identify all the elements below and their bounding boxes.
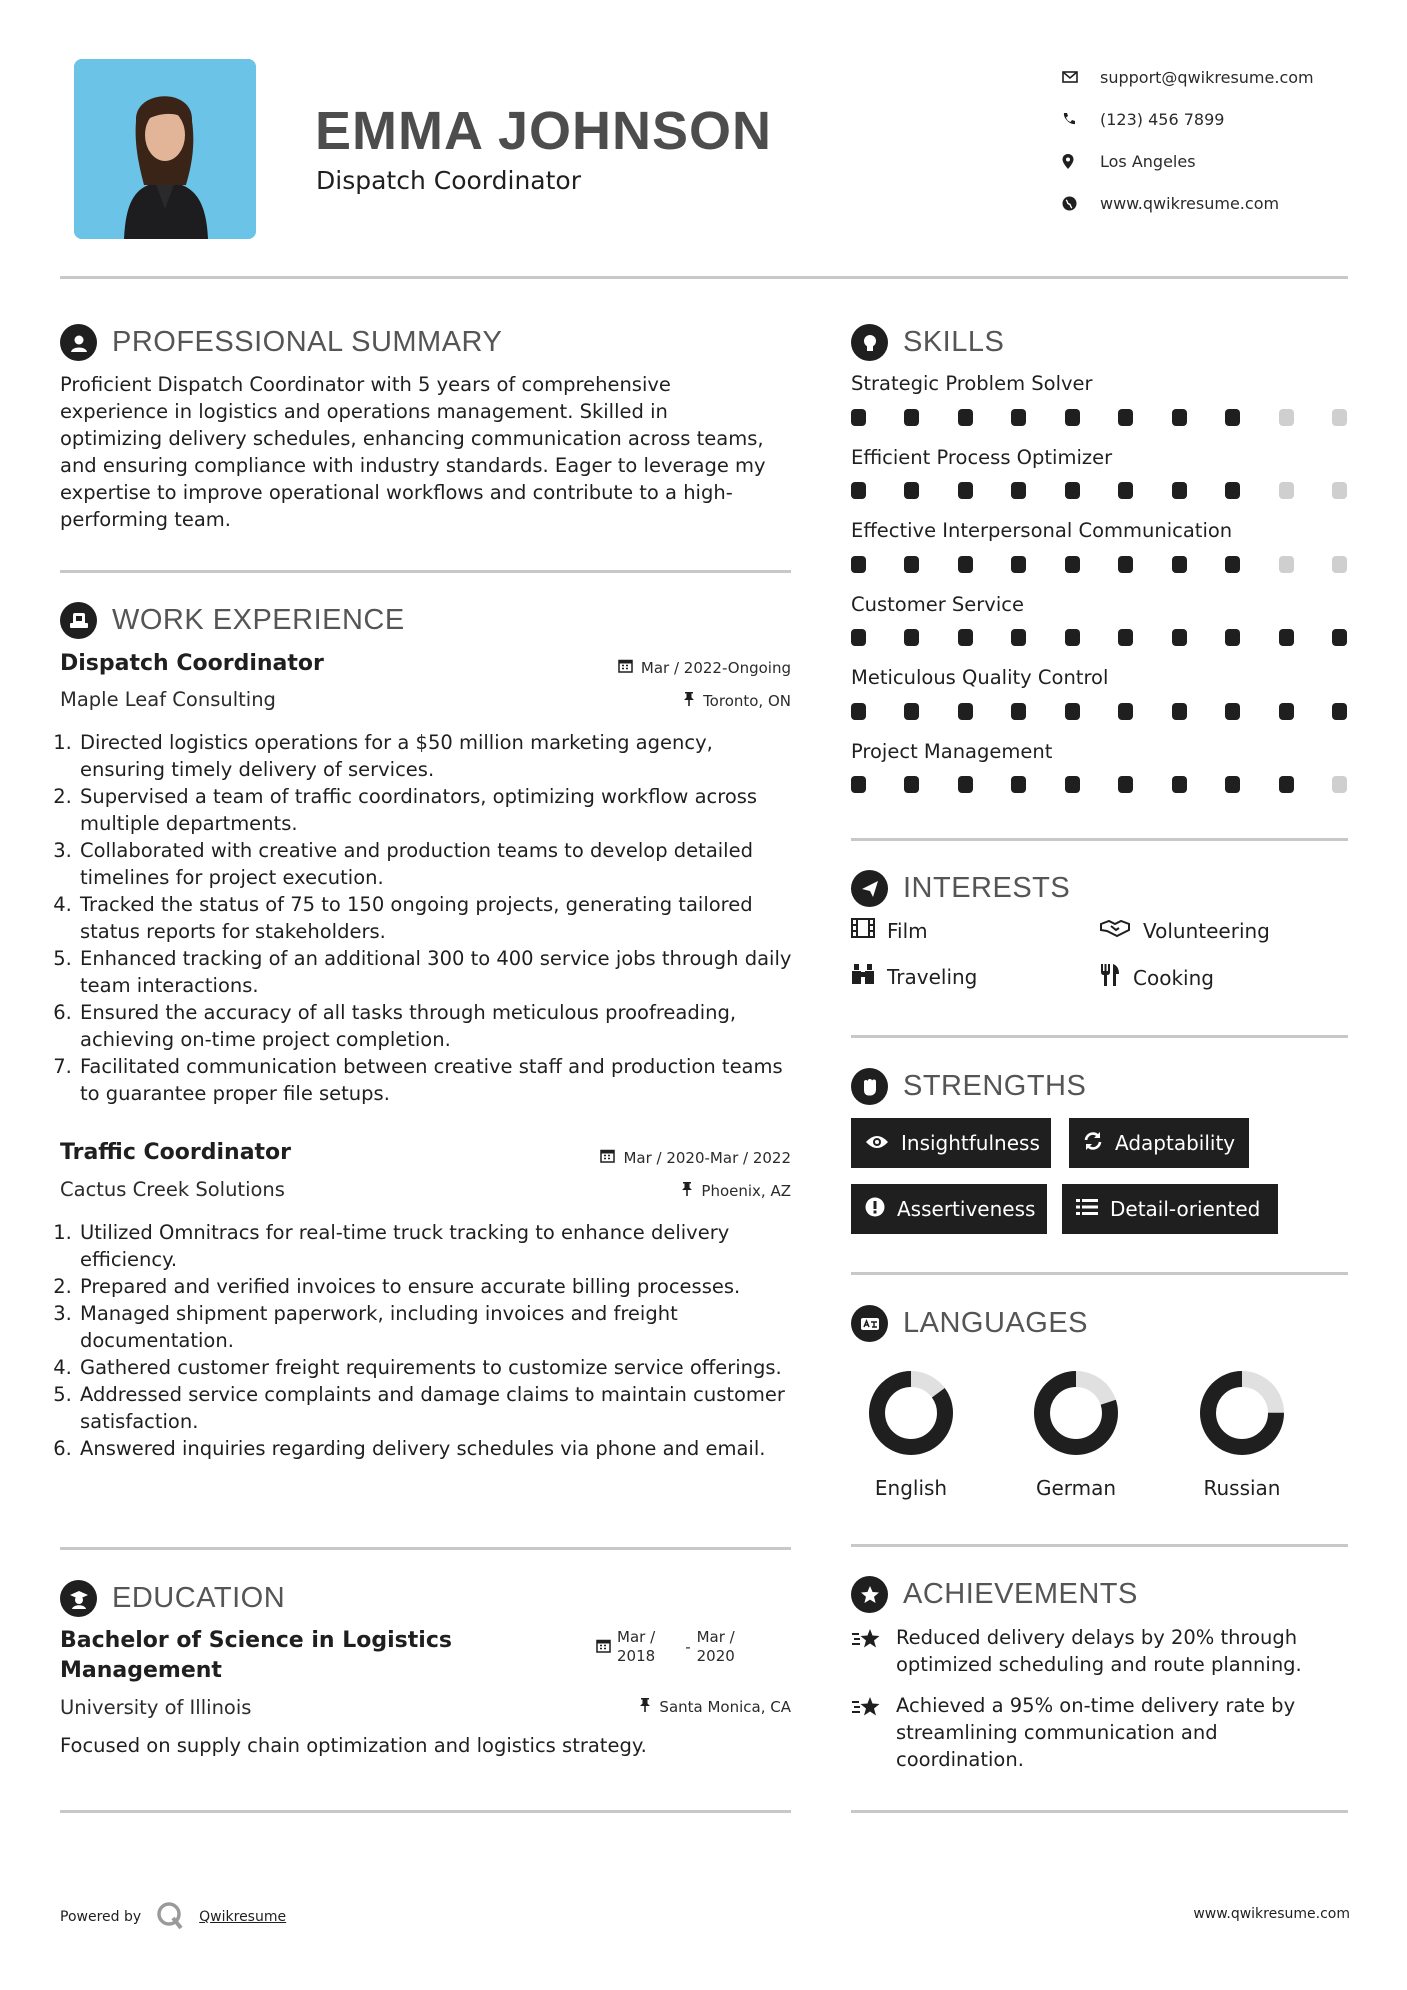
education-start-month: Mar / bbox=[617, 1628, 656, 1646]
briefcase-icon bbox=[60, 602, 97, 639]
skill-dot-empty bbox=[1332, 556, 1347, 573]
candidate-name: EMMA JOHNSON bbox=[315, 101, 773, 161]
skills-heading bbox=[851, 324, 1004, 361]
skill-name: Project Management bbox=[851, 740, 1053, 763]
interests-title: INTERESTS bbox=[903, 872, 1071, 904]
pushpin-icon bbox=[683, 691, 695, 710]
job-dates-text: Mar / 2022-Ongoing bbox=[640, 658, 791, 677]
footer-powered-by bbox=[60, 1900, 286, 1934]
skill-dot-filled bbox=[904, 703, 919, 720]
powered-by-text: Powered by bbox=[60, 1909, 142, 1925]
summary-text: Proficient Dispatch Coordinator with 5 years of comprehensive experience in logistics and operations management. Skilled in optimizing delivery schedules, enhancing communication across teams, and ensuring compliance with industry standards. Eager to leverage my expertise to improve operational workflows and contribute to a high-performing team. bbox=[60, 373, 766, 531]
achievement-star-icon bbox=[851, 1692, 896, 1773]
skill-dot-filled bbox=[1332, 629, 1347, 646]
skill-dot-filled bbox=[958, 482, 973, 499]
skill-dot-filled bbox=[1118, 629, 1133, 646]
education-end-year: 2020 bbox=[696, 1647, 735, 1665]
skill-dot-filled bbox=[904, 776, 919, 793]
education-location-text: Santa Monica, CA bbox=[659, 1697, 791, 1716]
skill-dot-empty bbox=[1279, 556, 1294, 573]
utensils-icon bbox=[1099, 963, 1121, 992]
contact-location bbox=[1062, 140, 1314, 182]
exclamation-icon bbox=[865, 1197, 885, 1222]
strengths-heading bbox=[851, 1068, 1086, 1105]
achievement-star-icon bbox=[851, 1624, 896, 1678]
skill-dot-filled bbox=[1065, 556, 1080, 573]
skill-dot-filled bbox=[851, 482, 866, 499]
summary-title: PROFESSIONAL SUMMARY bbox=[112, 326, 503, 358]
interest-item bbox=[851, 918, 928, 943]
interest-label: Volunteering bbox=[1143, 918, 1270, 943]
user-icon bbox=[60, 324, 97, 361]
skill-name: Effective Interpersonal Communication bbox=[851, 519, 1233, 542]
list-item: 7. Facilitated communication between creative staff and production teams to guarantee proper file setups. bbox=[78, 1053, 795, 1107]
language-label: German bbox=[1035, 1476, 1117, 1500]
profile-photo bbox=[74, 59, 256, 239]
skill-dot-filled bbox=[1225, 776, 1240, 793]
language-item bbox=[1001, 1368, 1151, 1500]
skill-name: Efficient Process Optimizer bbox=[851, 446, 1113, 469]
header-divider bbox=[60, 276, 1348, 279]
phone-icon bbox=[1062, 112, 1100, 126]
interests-divider bbox=[851, 1035, 1348, 1038]
list-icon bbox=[1076, 1197, 1098, 1221]
handshake-icon bbox=[1099, 918, 1131, 943]
skill-dot-filled bbox=[851, 556, 866, 573]
experience-heading bbox=[60, 602, 405, 639]
language-icon bbox=[851, 1305, 888, 1342]
contact-location-text: Los Angeles bbox=[1100, 151, 1196, 171]
skill-name: Customer Service bbox=[851, 593, 1024, 616]
job-location bbox=[560, 691, 791, 710]
degree-line-2: Management bbox=[60, 1658, 222, 1683]
summary-divider bbox=[60, 570, 791, 573]
skills-title: SKILLS bbox=[903, 326, 1005, 358]
skill-dot-filled bbox=[1065, 482, 1080, 499]
fist-icon bbox=[851, 1068, 888, 1105]
education-divider bbox=[60, 1810, 791, 1813]
qwikresume-logo-icon bbox=[155, 1900, 185, 1934]
eye-icon bbox=[865, 1131, 889, 1155]
skill-dot-filled bbox=[851, 776, 866, 793]
skill-rating bbox=[851, 629, 1347, 646]
interest-label: Cooking bbox=[1133, 965, 1214, 990]
achievement-text: Achieved a 95% on-time delivery rate by streamlining communication and coordination. bbox=[896, 1694, 1296, 1771]
strength-label: Insightfulness bbox=[901, 1131, 1040, 1155]
skill-dot-filled bbox=[1065, 629, 1080, 646]
skill-dot-filled bbox=[958, 409, 973, 426]
calendar-icon bbox=[600, 1148, 615, 1167]
skill-dot-filled bbox=[904, 629, 919, 646]
list-item: 3. Managed shipment paperwork, including invoices and freight documentation. bbox=[78, 1300, 795, 1354]
star-badge-icon bbox=[851, 1576, 888, 1613]
skill-dot-empty bbox=[1279, 482, 1294, 499]
lightbulb-icon bbox=[851, 324, 888, 361]
achievement-text: Reduced delivery delays by 20% through optimized scheduling and route planning. bbox=[896, 1626, 1302, 1676]
language-label: English bbox=[874, 1476, 948, 1500]
skill-dot-filled bbox=[1172, 482, 1187, 499]
proficiency-ring bbox=[866, 1368, 956, 1458]
education-title: EDUCATION bbox=[112, 1582, 286, 1614]
skill-dot-filled bbox=[1011, 556, 1026, 573]
job-bullets bbox=[60, 1219, 795, 1462]
job-bullets bbox=[60, 729, 795, 1107]
job-title: Traffic Coordinator bbox=[60, 1140, 292, 1165]
graduate-icon bbox=[60, 1580, 97, 1617]
list-item: 2. Prepared and verified invoices to ensure accurate billing processes. bbox=[78, 1273, 795, 1300]
achievements-title: ACHIEVEMENTS bbox=[903, 1578, 1138, 1610]
list-item: 4. Gathered customer freight requirements to customize service offerings. bbox=[78, 1354, 795, 1381]
skill-dot-filled bbox=[904, 556, 919, 573]
achievements-divider bbox=[851, 1810, 1348, 1813]
skill-dot-empty bbox=[1332, 776, 1347, 793]
sync-icon bbox=[1083, 1131, 1103, 1156]
strength-chip bbox=[1069, 1118, 1249, 1168]
language-item bbox=[1167, 1368, 1317, 1500]
contact-website-text: www.qwikresume.com bbox=[1100, 193, 1280, 213]
contact-email[interactable] bbox=[1062, 56, 1314, 98]
interests-heading bbox=[851, 870, 1070, 907]
envelope-icon bbox=[1062, 70, 1100, 84]
languages-divider bbox=[851, 1544, 1348, 1547]
strength-label: Assertiveness bbox=[897, 1197, 1036, 1221]
pushpin-icon bbox=[639, 1697, 651, 1716]
skill-dot-filled bbox=[1225, 629, 1240, 646]
skill-dot-filled bbox=[1118, 409, 1133, 426]
strength-chip bbox=[851, 1184, 1047, 1234]
skill-dot-filled bbox=[1065, 703, 1080, 720]
skill-dot-filled bbox=[1118, 776, 1133, 793]
skill-dot-filled bbox=[1118, 556, 1133, 573]
strength-chip bbox=[1062, 1184, 1278, 1234]
skill-dot-filled bbox=[1279, 776, 1294, 793]
skill-dot-filled bbox=[851, 409, 866, 426]
proficiency-ring bbox=[1031, 1368, 1121, 1458]
skill-dot-filled bbox=[1225, 556, 1240, 573]
degree-line-1: Bachelor of Science in Logistics bbox=[60, 1628, 452, 1653]
job-location-text: Toronto, ON bbox=[703, 691, 791, 710]
strengths-divider bbox=[851, 1272, 1348, 1275]
skill-rating bbox=[851, 409, 1347, 426]
footer-website[interactable]: www.qwikresume.com bbox=[1193, 1906, 1350, 1922]
skills-divider bbox=[851, 838, 1348, 841]
language-label: Russian bbox=[1203, 1476, 1281, 1500]
school-name: University of Illinois bbox=[60, 1696, 252, 1719]
education-heading bbox=[60, 1580, 285, 1617]
interest-item bbox=[1099, 963, 1214, 992]
job-title: Dispatch Coordinator bbox=[60, 651, 324, 676]
skill-dot-filled bbox=[958, 629, 973, 646]
skill-dot-filled bbox=[1172, 409, 1187, 426]
skill-dot-filled bbox=[1011, 776, 1026, 793]
job-location-text: Phoenix, AZ bbox=[701, 1181, 791, 1200]
proficiency-ring bbox=[1197, 1368, 1287, 1458]
education-end-month: Mar / bbox=[696, 1628, 735, 1646]
list-item: 5. Addressed service complaints and damage claims to maintain customer satisfaction. bbox=[78, 1381, 795, 1435]
map-pin-icon bbox=[1062, 154, 1100, 169]
strength-label: Adaptability bbox=[1115, 1131, 1236, 1155]
skill-dot-filled bbox=[851, 629, 866, 646]
strength-label: Detail-oriented bbox=[1110, 1197, 1261, 1221]
calendar-icon bbox=[596, 1628, 611, 1666]
skill-dot-filled bbox=[1011, 629, 1026, 646]
strength-chip bbox=[851, 1118, 1051, 1168]
list-item: 5. Enhanced tracking of an additional 300 to 400 service jobs through daily team interactions. bbox=[78, 945, 795, 999]
interest-label: Traveling bbox=[887, 964, 978, 989]
skill-dot-filled bbox=[1065, 409, 1080, 426]
globe-icon bbox=[1062, 196, 1100, 211]
list-item: 1. Utilized Omnitracs for real-time truck tracking to enhance delivery efficiency. bbox=[78, 1219, 795, 1273]
interest-label: Film bbox=[887, 918, 928, 943]
list-item: 3. Collaborated with creative and production teams to develop detailed timelines for project execution. bbox=[78, 837, 795, 891]
skill-dot-filled bbox=[1172, 629, 1187, 646]
candidate-role: Dispatch Coordinator bbox=[316, 166, 581, 195]
skill-dot-filled bbox=[1225, 703, 1240, 720]
skill-dot-filled bbox=[1332, 703, 1347, 720]
skill-dot-filled bbox=[1118, 703, 1133, 720]
qwikresume-link[interactable]: Qwikresume bbox=[199, 1909, 287, 1925]
education-location bbox=[560, 1697, 791, 1716]
paper-plane-icon bbox=[851, 870, 888, 907]
list-item: 2. Supervised a team of traffic coordinators, optimizing workflow across multiple departments. bbox=[78, 783, 795, 837]
contact-email-text: support@qwikresume.com bbox=[1100, 67, 1314, 87]
education-start-year: 2018 bbox=[617, 1647, 656, 1665]
skill-name: Strategic Problem Solver bbox=[851, 372, 1093, 395]
interest-item bbox=[851, 963, 977, 990]
summary-heading bbox=[60, 324, 502, 361]
skill-dot-filled bbox=[958, 556, 973, 573]
skill-dot-filled bbox=[1172, 776, 1187, 793]
list-item: 6. Ensured the accuracy of all tasks through meticulous proofreading, achieving on-time project completion. bbox=[78, 999, 795, 1053]
skill-dot-filled bbox=[1279, 629, 1294, 646]
job-dates-text: Mar / 2020-Mar / 2022 bbox=[623, 1148, 791, 1167]
skill-dot-filled bbox=[1118, 482, 1133, 499]
education-dates: Mar / 2018 - Mar / 2020 bbox=[596, 1628, 735, 1666]
strengths-title: STRENGTHS bbox=[903, 1070, 1087, 1102]
job-dates bbox=[540, 1148, 791, 1167]
job-location bbox=[560, 1181, 791, 1200]
job-company: Maple Leaf Consulting bbox=[60, 688, 276, 711]
skill-dot-filled bbox=[904, 482, 919, 499]
skill-dot-filled bbox=[1225, 409, 1240, 426]
skill-dot-filled bbox=[1225, 482, 1240, 499]
skill-rating bbox=[851, 556, 1347, 573]
list-item: 4. Tracked the status of 75 to 150 ongoing projects, generating tailored status reports for stakeholders. bbox=[78, 891, 795, 945]
skill-rating bbox=[851, 703, 1347, 720]
job-company: Cactus Creek Solutions bbox=[60, 1178, 285, 1201]
job-dates bbox=[560, 658, 791, 677]
skill-dot-filled bbox=[1172, 703, 1187, 720]
contact-phone[interactable] bbox=[1062, 98, 1314, 140]
list-item: 1. Directed logistics operations for a $50 million marketing agency, ensuring timely delivery of services. bbox=[78, 729, 795, 783]
achievements-heading bbox=[851, 1576, 1138, 1613]
skill-dot-filled bbox=[958, 703, 973, 720]
skill-dot-filled bbox=[1279, 703, 1294, 720]
achievement-item bbox=[851, 1692, 1348, 1773]
list-item: 6. Answered inquiries regarding delivery schedules via phone and email. bbox=[78, 1435, 795, 1462]
skill-dot-filled bbox=[1011, 409, 1026, 426]
languages-title: LANGUAGES bbox=[903, 1307, 1088, 1339]
experience-divider bbox=[60, 1547, 791, 1550]
film-icon bbox=[851, 918, 875, 943]
skill-dot-filled bbox=[904, 409, 919, 426]
skill-dot-filled bbox=[1172, 556, 1187, 573]
skill-dot-filled bbox=[851, 703, 866, 720]
binoculars-icon bbox=[851, 963, 875, 990]
languages-heading bbox=[851, 1305, 1088, 1342]
skill-dot-filled bbox=[958, 776, 973, 793]
skill-dot-empty bbox=[1279, 409, 1294, 426]
skill-dot-filled bbox=[1011, 482, 1026, 499]
contact-website[interactable] bbox=[1062, 182, 1314, 224]
skill-rating bbox=[851, 482, 1347, 499]
skill-name: Meticulous Quality Control bbox=[851, 666, 1109, 689]
interest-item bbox=[1099, 918, 1270, 943]
pushpin-icon bbox=[681, 1181, 693, 1200]
skill-dot-filled bbox=[1011, 703, 1026, 720]
contact-phone-text: (123) 456 7899 bbox=[1100, 109, 1225, 129]
skill-dot-filled bbox=[1065, 776, 1080, 793]
achievement-item bbox=[851, 1624, 1348, 1678]
calendar-icon bbox=[618, 658, 633, 677]
skill-dot-empty bbox=[1332, 409, 1347, 426]
skill-dot-empty bbox=[1332, 482, 1347, 499]
education-description: Focused on supply chain optimization and logistics strategy. bbox=[60, 1734, 647, 1757]
contact-list bbox=[1062, 56, 1314, 224]
experience-title: WORK EXPERIENCE bbox=[112, 604, 405, 636]
skill-rating bbox=[851, 776, 1347, 793]
language-item bbox=[836, 1368, 986, 1500]
